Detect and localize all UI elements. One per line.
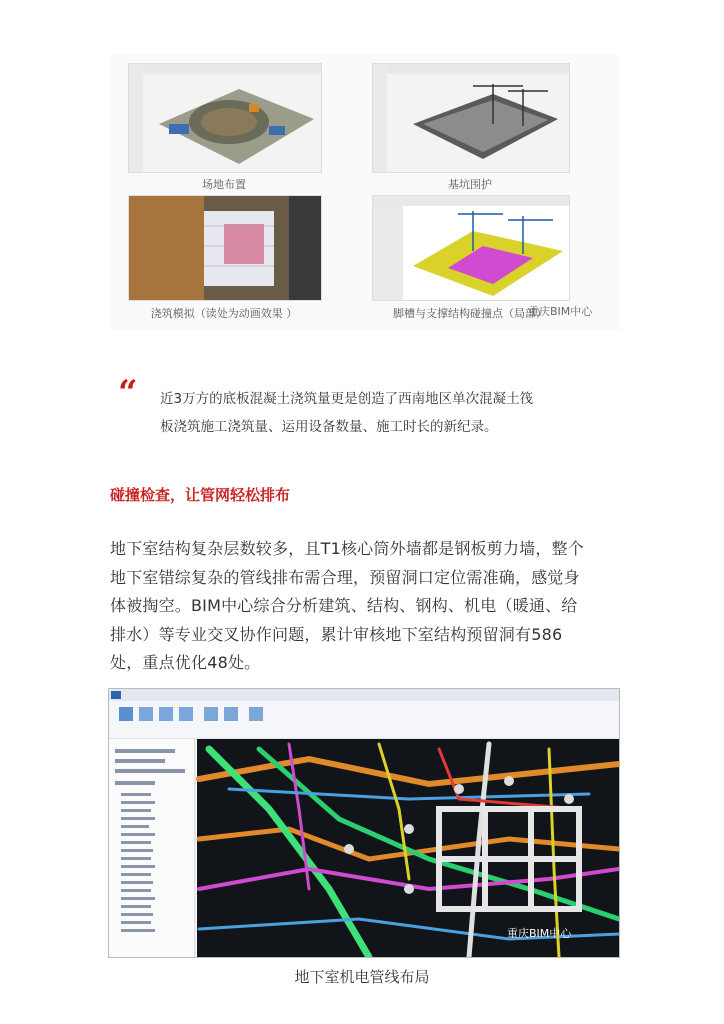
mep-layout-screenshot [108, 688, 620, 958]
quote-mark-icon: “ [118, 373, 138, 413]
paragraph-line: 体被掏空。BIM中心综合分析建筑、结构、钢构、机电（暖通、给 [110, 596, 578, 615]
paragraph-line: 地下室结构复杂层数较多，且T1核心筒外墙都是钢板剪力墙，整个 [110, 539, 584, 558]
collision-points-image [372, 195, 570, 301]
paragraph-line: 地下室错综复杂的管线排布需合理，预留洞口定位需准确，感觉身 [110, 567, 580, 587]
foundation-pit-image [372, 63, 570, 173]
section-paragraph [110, 535, 620, 678]
collage-watermark: 重庆BIM中心 [528, 305, 593, 318]
quote-line: 板浇筑施工浇筑量、运用设备数量、施工时长的新纪录。 [160, 419, 498, 435]
collage-caption-pour-simulation: 浇筑模拟（读处为动画效果 ） [150, 307, 298, 320]
site-layout-image [128, 63, 322, 173]
screenshot-watermark: 重庆BIM中心 [507, 927, 572, 940]
construction-image-collage [110, 55, 620, 330]
mep-software-view [109, 689, 619, 957]
paragraph-line: 处，重点优化48处。 [110, 653, 261, 672]
pour-simulation-image [128, 195, 322, 301]
collage-caption-foundation-pit: 基坑围护 [448, 178, 492, 191]
paragraph-line: 排水）等专业交叉协作问题，累计审核地下室结构预留洞有586 [110, 624, 563, 644]
quote-line: 近3万方的底板混凝土浇筑量更是创造了西南地区单次混凝土筏 [160, 391, 534, 407]
section-heading: 碰撞检查，让管网轻松排布 [110, 486, 291, 504]
collage-caption-collision-points: 脚槽与支撑结构碰撞点（局部） [393, 307, 547, 320]
quote-text [160, 385, 600, 441]
figure-caption: 地下室机电管线布局 [294, 968, 430, 986]
collage-caption-site-layout: 场地布置 [202, 178, 246, 191]
